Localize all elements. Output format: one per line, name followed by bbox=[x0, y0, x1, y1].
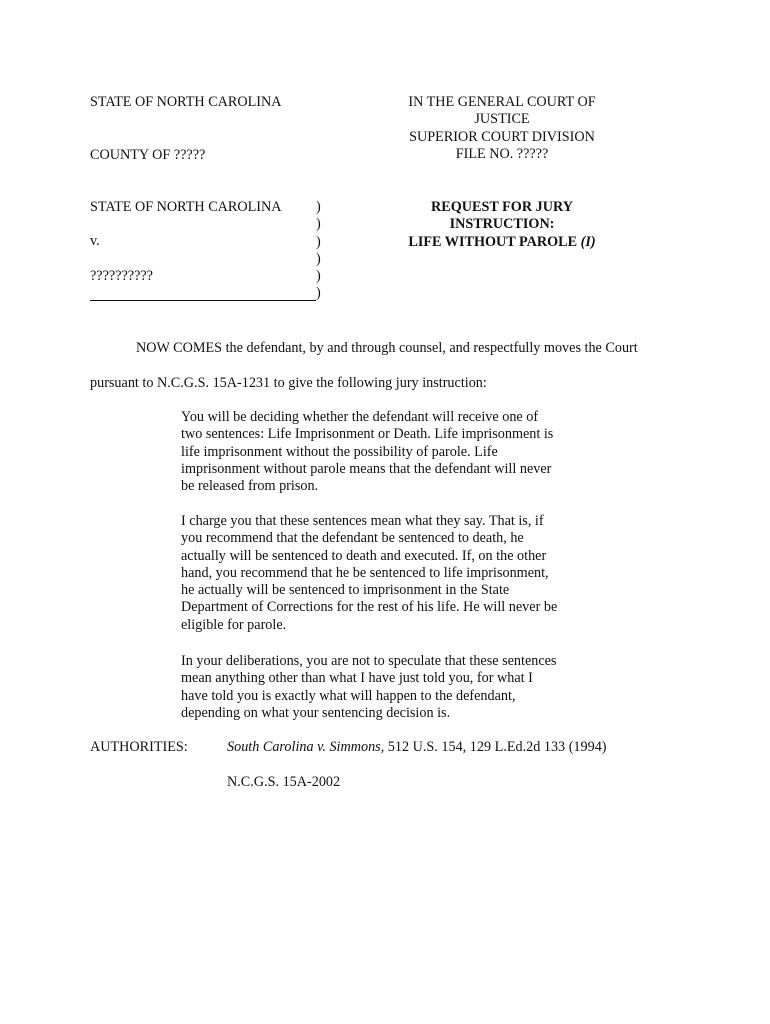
caption-plaintiff: STATE OF NORTH CAROLINA bbox=[90, 199, 282, 215]
paren: ) bbox=[316, 199, 321, 215]
paren: ) bbox=[316, 268, 321, 285]
file-number: FILE NO. ????? bbox=[455, 145, 549, 162]
title-line-3-text: LIFE WITHOUT PAROLE bbox=[408, 233, 578, 250]
instruction-line: two sentences: Life Imprisonment or Death. Life imprisonment is bbox=[181, 426, 554, 443]
instruction-line: eligible for parole. bbox=[181, 616, 287, 633]
instruction-line: imprisonment without parole means that the defendant will never bbox=[181, 460, 552, 477]
instruction-line: life imprisonment without the possibility of parole. Life bbox=[181, 443, 498, 460]
title-line-1: REQUEST FOR JURY bbox=[431, 199, 573, 215]
document-title bbox=[390, 199, 614, 251]
instruction-line: Department of Corrections for the rest of his life. He will never be bbox=[181, 599, 558, 616]
caption-underline bbox=[90, 300, 316, 301]
caption-defendant: ?????????? bbox=[90, 268, 153, 284]
instruction-paragraph-2 bbox=[181, 513, 601, 634]
intro-line-1: NOW COMES the defendant, by and through counsel, and respectfully moves the Court bbox=[136, 340, 638, 356]
state-heading: STATE OF NORTH CAROLINA bbox=[90, 94, 282, 110]
instruction-paragraph-1 bbox=[181, 409, 601, 495]
authority-statute: N.C.G.S. 15A-2002 bbox=[227, 774, 341, 790]
instruction-line: he actually will be sentenced to imprisonment in the State bbox=[181, 582, 510, 599]
court-line-1: IN THE GENERAL COURT OF bbox=[408, 94, 596, 110]
intro-line-2: pursuant to N.C.G.S. 15A-1231 to give the following jury instruction: bbox=[90, 375, 487, 391]
title-line-3 bbox=[390, 234, 614, 251]
paren: ) bbox=[316, 233, 321, 250]
paren: ) bbox=[316, 250, 321, 267]
caption-parens bbox=[316, 199, 321, 303]
county-heading: COUNTY OF ????? bbox=[90, 147, 206, 163]
instruction-line: I charge you that these sentences mean what they say. That is, if bbox=[181, 513, 544, 529]
paren: ) bbox=[316, 285, 321, 302]
instruction-line: actually will be sentenced to death and executed. If, on the other bbox=[181, 547, 547, 564]
instruction-line: depending on what your sentencing decision is. bbox=[181, 704, 451, 721]
instruction-line: You will be deciding whether the defendant will receive one of bbox=[181, 409, 539, 425]
instruction-paragraph-3 bbox=[181, 653, 601, 722]
title-line-2: INSTRUCTION: bbox=[449, 216, 555, 233]
court-heading bbox=[390, 94, 614, 163]
instruction-line: mean anything other than what I have just told you, for what I bbox=[181, 670, 533, 687]
instruction-line: be released from prison. bbox=[181, 478, 319, 495]
caption-versus: v. bbox=[90, 233, 100, 249]
authorities-label: AUTHORITIES: bbox=[90, 739, 188, 755]
authority-case bbox=[227, 739, 607, 756]
instruction-line: hand, you recommend that he be sentenced to life imprisonment, bbox=[181, 564, 549, 581]
paren: ) bbox=[316, 216, 321, 233]
court-line-3: SUPERIOR COURT DIVISION bbox=[409, 128, 595, 145]
court-line-2: JUSTICE bbox=[474, 111, 530, 128]
instruction-line: you recommend that the defendant be sentenced to death, he bbox=[181, 530, 524, 547]
instruction-line: have told you is exactly what will happen to the defendant, bbox=[181, 687, 516, 704]
case-name: South Carolina v. Simmons bbox=[227, 739, 381, 755]
instruction-line: In your deliberations, you are not to speculate that these sentences bbox=[181, 653, 557, 669]
case-citation: , 512 U.S. 154, 129 L.Ed.2d 133 (1994) bbox=[380, 739, 607, 755]
title-suffix: (I) bbox=[580, 233, 596, 250]
